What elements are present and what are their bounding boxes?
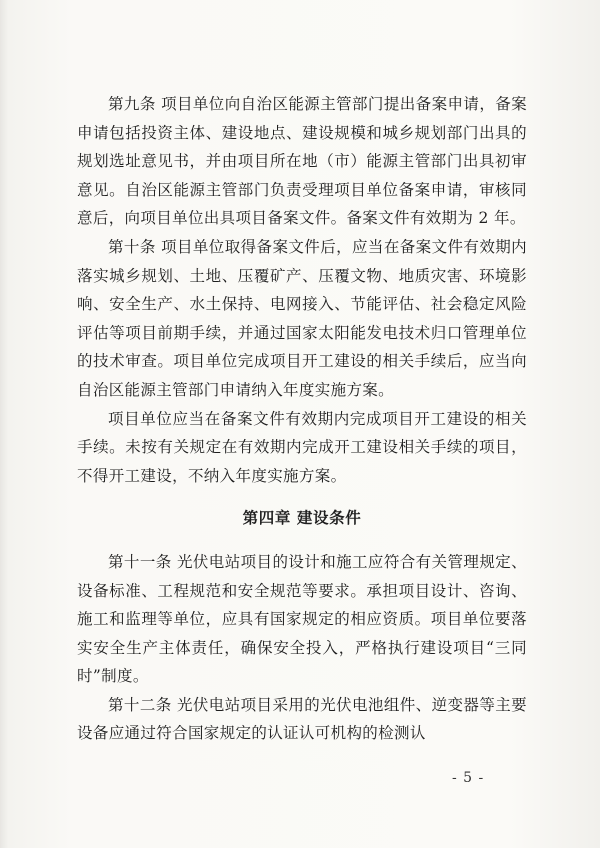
document-body: [77, 90, 527, 748]
chapter-heading: 第四章 建设条件: [242, 509, 362, 528]
article-12-paragraph: 第十二条 光伏电站项目采用的光伏电池组件、逆变器等主要设备应通过符合国家规定的认证认可机构的检测认: [77, 695, 527, 743]
article-10-continuation-paragraph: 项目单位应当在备案文件有效期内完成项目开工建设的相关手续。未按有关规定在有效期内完成开工建设相关手续的项目，不得开工建设，不纳入年度实施方案。: [77, 409, 527, 485]
article-11-paragraph: 第十一条 光伏电站项目的设计和施工应符合有关管理规定、设备标准、工程规范和安全规范等要求。承担项目设计、咨询、施工和监理等单位，应具有国家规定的相应资质。项目单位要落实安全生产主体责任，确保安全投入，严格执行建设项目“三同时”制度。: [77, 552, 527, 686]
page-number: - 5 -: [452, 770, 485, 786]
article-9-paragraph: 第九条 项目单位向自治区能源主管部门提出备案申请，备案申请包括投资主体、建设地点、建设规模和城乡规划部门出具的规划选址意见书，并由项目所在地（市）能源主管部门出具初审意见。自治区能源主管部门负责受理项目单位备案申请，审核同意后，向项目单位出具项目备案文件。备案文件有效期为 2 年。: [77, 95, 527, 228]
page-left-edge-shadow: [0, 0, 8, 848]
article-10-paragraph: 第十条 项目单位取得备案文件后，应当在备案文件有效期内落实城乡规划、土地、压覆矿产、压覆文物、地质灾害、环境影响、安全生产、水土保持、电网接入、节能评估、社会稳定风险评估等项目前期手续，并通过国家太阳能发电技术归口管理单位的技术审查。项目单位完成项目开工建设的相关手续后，应当向自治区能源主管部门申请纳入年度实施方案。: [77, 237, 527, 399]
